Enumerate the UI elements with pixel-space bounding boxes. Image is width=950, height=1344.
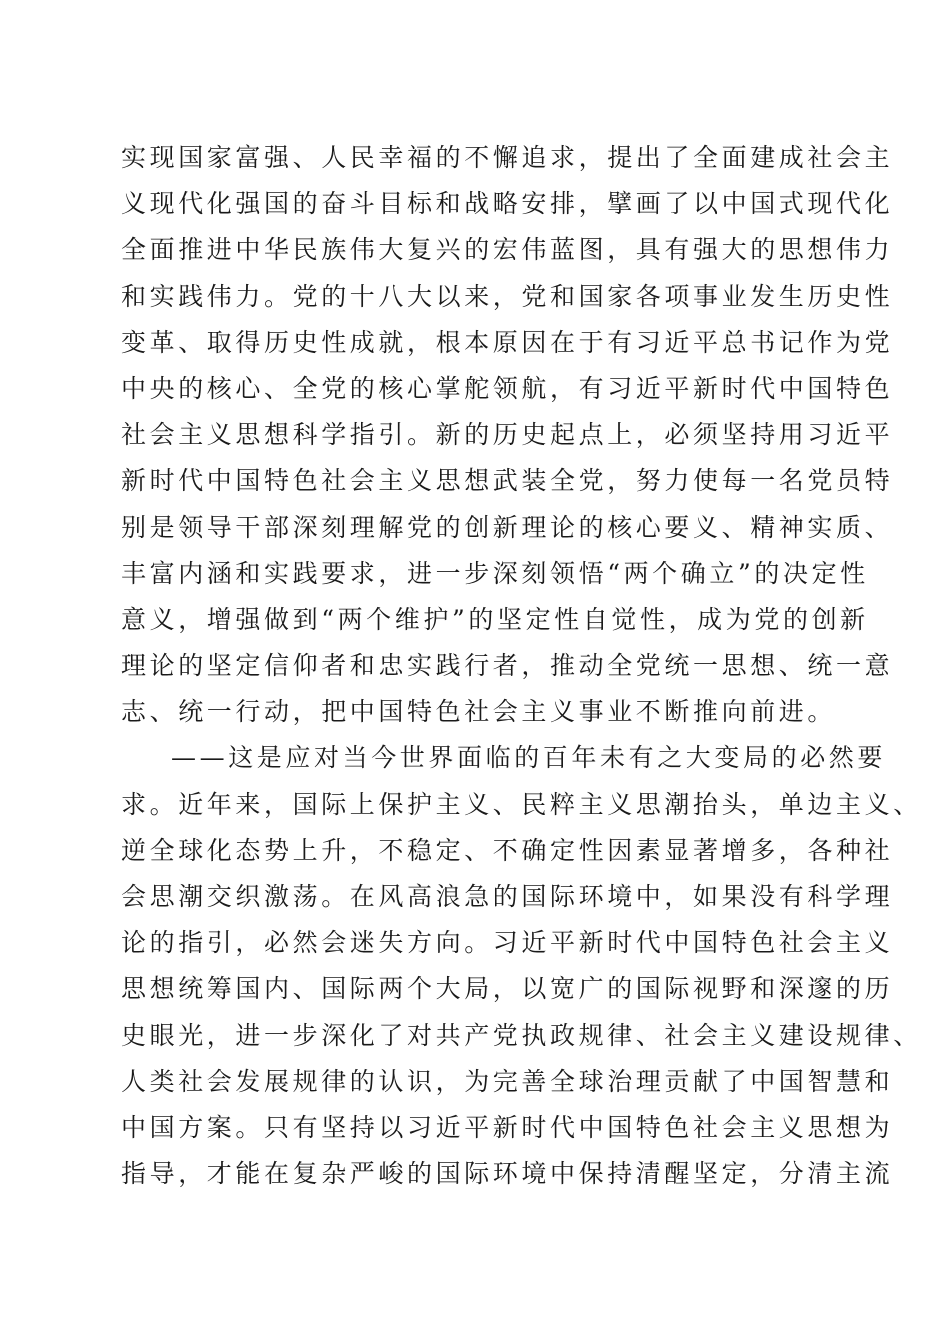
text-line: 论的指引，必然会迷失方向。习近平新时代中国特色社会主义 <box>121 928 894 958</box>
body-text <box>121 135 922 1197</box>
text-line: 意义，增强做到“两个维护”的坚定性自觉性，成为党的创新 <box>121 604 869 634</box>
text-line: 全面推进中华民族伟大复兴的宏伟蓝图，具有强大的思想伟力 <box>121 235 894 265</box>
text-line: 人类社会发展规律的认识，为完善全球治理贡献了中国智慧和 <box>121 1066 894 1096</box>
text-line: 义现代化强国的奋斗目标和战略安排，擘画了以中国式现代化 <box>121 189 894 219</box>
text-line: 史眼光，进一步深化了对共产党执政规律、社会主义建设规律、 <box>121 1020 922 1050</box>
text-line: 变革、取得历史性成就，根本原因在于有习近平总书记作为党 <box>121 327 894 357</box>
text-line: 社会主义思想科学指引。新的历史起点上，必须坚持用习近平 <box>121 420 894 450</box>
text-line: 思想统筹国内、国际两个大局，以宽广的国际视野和深邃的历 <box>121 974 894 1004</box>
text-line: 和实践伟力。党的十八大以来，党和国家各项事业发生历史性 <box>121 281 894 311</box>
text-line: 中央的核心、全党的核心掌舵领航，有习近平新时代中国特色 <box>121 373 894 403</box>
text-line: 求。近年来，国际上保护主义、民粹主义思潮抬头，单边主义、 <box>121 789 922 819</box>
text-line: 逆全球化态势上升，不稳定、不确定性因素显著增多，各种社 <box>121 835 894 865</box>
paragraph-end-line: 志、统一行动，把中国特色社会主义事业不断推向前进。 <box>121 697 837 727</box>
text-line: 实现国家富强、人民幸福的不懈追求，提出了全面建成社会主 <box>121 143 894 172</box>
text-line: 丰富内涵和实践要求，进一步深刻领悟“两个确立”的决定性 <box>121 558 869 588</box>
text-line: 理论的坚定信仰者和忠实践行者，推动全党统一思想、统一意 <box>121 651 894 681</box>
paragraph-start-line: ——这是应对当今世界面临的百年未有之大变局的必然要 <box>171 743 887 773</box>
text-line: 指导，才能在复杂严峻的国际环境中保持清醒坚定，分清主流 <box>121 1159 894 1189</box>
text-line: 会思潮交织激荡。在风高浪急的国际环境中，如果没有科学理 <box>121 882 894 911</box>
text-line: 中国方案。只有坚持以习近平新时代中国特色社会主义思想为 <box>121 1112 894 1142</box>
text-line: 新时代中国特色社会主义思想武装全党，努力使每一名党员特 <box>121 466 894 496</box>
text-line: 别是领导干部深刻理解党的创新理论的核心要义、精神实质、 <box>121 512 894 542</box>
